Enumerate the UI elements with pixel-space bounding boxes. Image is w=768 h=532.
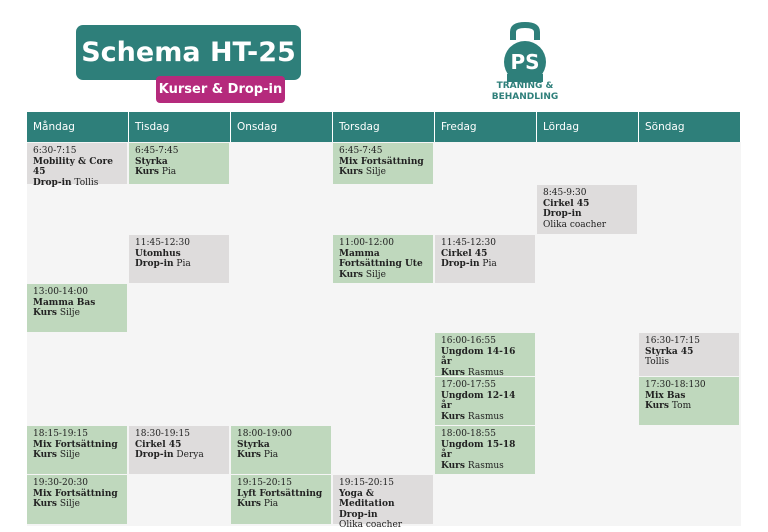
day-header-sunday: Söndag <box>639 112 741 142</box>
session-card: 11:45-12:30 Utomhus Drop-in Pia <box>129 235 229 283</box>
session-card: 18:30-19:15 Cirkel 45 Drop-in Derya <box>129 426 229 474</box>
day-header-friday: Fredag <box>435 112 537 142</box>
schedule-grid <box>27 112 741 530</box>
session-card: 11:00-12:00 Mamma Fortsättning Ute Kurs Silje <box>333 235 433 283</box>
session-card: 13:00-14:00 Mamma Bas Kurs Silje <box>27 284 127 332</box>
session-card: 18:00-18:55 Ungdom 15-18 år Kurs Rasmus <box>435 426 535 474</box>
session-card: 17:00-17:55 Ungdom 12-14 år Kurs Rasmus <box>435 377 535 425</box>
logo-text: TRÄNING & BEHANDLING <box>491 81 559 102</box>
session-card: 17:30-18:130 Mix Bas Kurs Tom <box>639 377 739 425</box>
session-card: 16:30-17:15 Styrka 45 Tollis <box>639 333 739 376</box>
day-header-wednesday: Onsdag <box>231 112 333 142</box>
session-card: 19:15-20:15 Yoga & Meditation Drop-in Olika coacher <box>333 475 433 524</box>
session-card: 6:45-7:45 Mix Fortsättning Kurs Silje <box>333 143 433 184</box>
day-header-thursday: Torsdag <box>333 112 435 142</box>
svg-text:PS: PS <box>510 50 540 74</box>
page-title: Schema HT-25 <box>76 25 301 80</box>
subtitle-badge: Kurser & Drop-in <box>156 76 285 103</box>
session-card: 8:45-9:30 Cirkel 45 Drop-in Olika coacher <box>537 185 637 234</box>
session-card: 19:30-20:30 Mix Fortsättning Kurs Silje <box>27 475 127 524</box>
session-card: 11:45-12:30 Cirkel 45 Drop-in Pia <box>435 235 535 283</box>
session-card: 6:45-7:45 Styrka Kurs Pia <box>129 143 229 184</box>
day-header-monday: Måndag <box>27 112 129 142</box>
session-card: 18:15-19:15 Mix Fortsättning Kurs Silje <box>27 426 127 474</box>
session-card: 18:00-19:00 Styrka Kurs Pia <box>231 426 331 474</box>
session-card: 16:00-16:55 Ungdom 14-16 år Kurs Rasmus <box>435 333 535 376</box>
day-header-saturday: Lördag <box>537 112 639 142</box>
day-header-tuesday: Tisdag <box>129 112 231 142</box>
session-card: 6:30-7:15 Mobility & Core 45 Drop-in Tollis <box>27 143 127 184</box>
session-card: 19:15-20:15 Lyft Fortsättning Kurs Pia <box>231 475 331 524</box>
